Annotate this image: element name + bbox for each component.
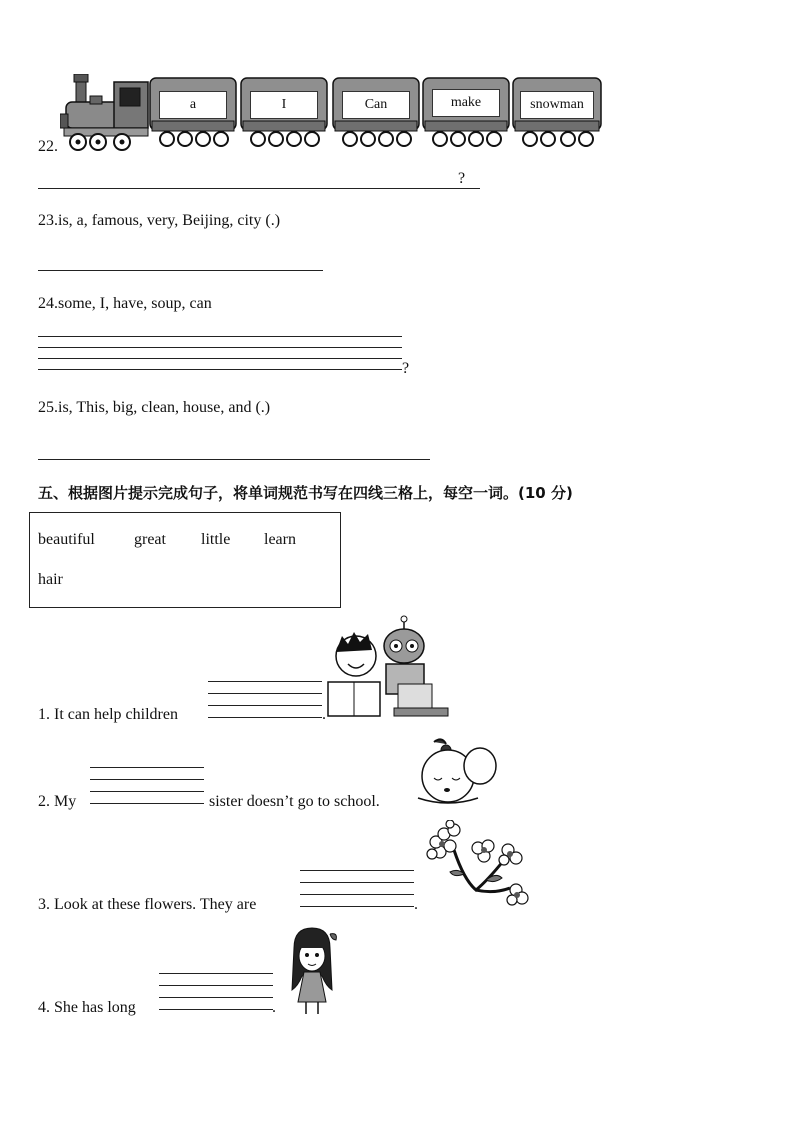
four-line-grid-3[interactable] xyxy=(300,870,414,908)
answer-line-23[interactable] xyxy=(38,270,323,271)
sentence-2-after: sister doesn’t go to school. xyxy=(209,793,380,810)
question-25: 25.is, This, big, clean, house, and (.) xyxy=(38,399,271,416)
four-line-grid-24[interactable] xyxy=(38,336,402,372)
four-line-grid-4[interactable] xyxy=(159,973,273,1011)
train-word-4: make xyxy=(432,89,500,117)
train-word-3: Can xyxy=(342,91,410,119)
girl-long-hair-illustration xyxy=(286,926,340,1016)
sentence-4: 4. She has long xyxy=(38,999,136,1016)
locomotive-illustration xyxy=(60,74,152,152)
word-bank-item: hair xyxy=(38,571,63,588)
train-word-5: snowman xyxy=(520,91,594,119)
answer-line-25[interactable] xyxy=(38,459,430,460)
four-line-grid-1[interactable] xyxy=(208,681,322,719)
train-word-2: I xyxy=(250,91,318,119)
question-24-end-mark: ? xyxy=(402,360,410,377)
section-5-title: 五、根据图片提示完成句子，将单词规范书写在四线三格上，每空一词。(10 分) xyxy=(38,484,573,502)
word-bank-item: beautiful xyxy=(38,531,95,548)
question-22-number: 22. xyxy=(38,138,58,155)
question-22-end-mark: ? xyxy=(458,170,466,187)
answer-line-22[interactable] xyxy=(38,188,480,189)
sentence-2-before: 2. My xyxy=(38,793,77,810)
word-bank-box xyxy=(29,512,341,608)
question-24: 24.some, I, have, soup, can xyxy=(38,295,212,312)
word-bank-item: great xyxy=(134,531,166,548)
word-bank-item: learn xyxy=(264,531,296,548)
boy-robot-reading-illustration xyxy=(324,614,450,720)
sentence-1: 1. It can help children xyxy=(38,706,178,723)
sentence-4-end: . xyxy=(272,999,276,1016)
flowers-illustration xyxy=(424,820,532,912)
sleeping-baby-illustration xyxy=(414,736,500,808)
train-word-1: a xyxy=(159,91,227,119)
sentence-3: 3. Look at these flowers. They are xyxy=(38,896,257,913)
word-bank-item: little xyxy=(201,531,231,548)
question-23: 23.is, a, famous, very, Beijing, city (.) xyxy=(38,212,281,229)
sentence-3-end: . xyxy=(414,896,418,913)
four-line-grid-2[interactable] xyxy=(90,767,204,805)
sentence-1-end: . xyxy=(322,706,326,723)
